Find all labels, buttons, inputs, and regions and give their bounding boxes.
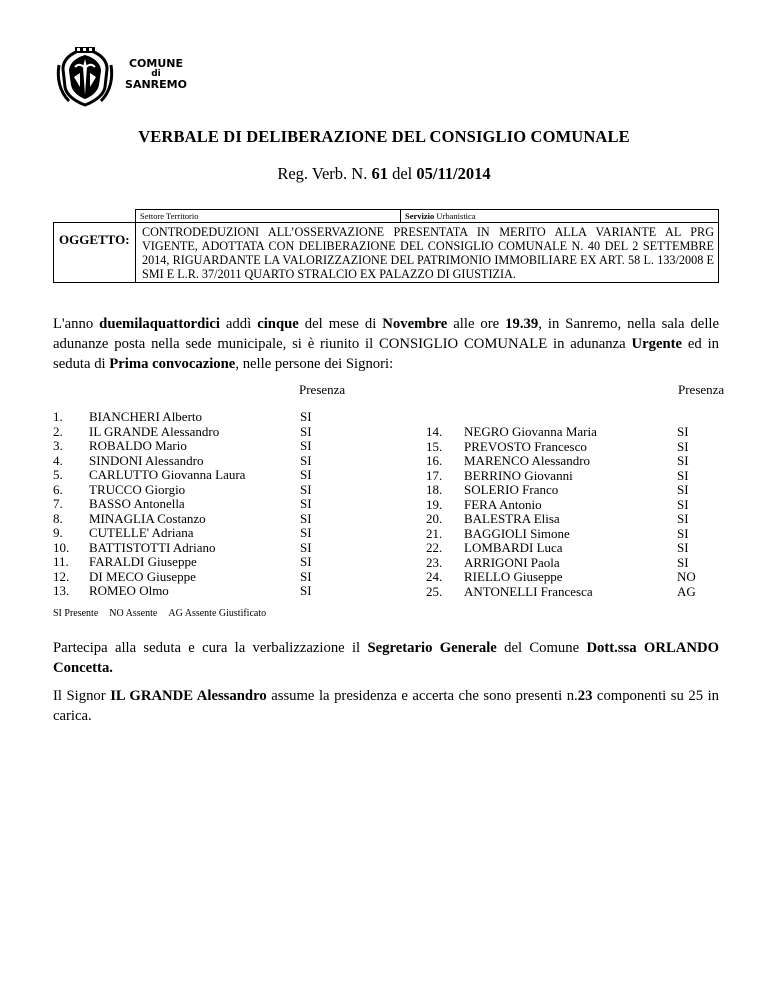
member-presence: SI [300, 438, 312, 453]
members-list-left [53, 410, 343, 599]
legend-present: SI Presente [53, 608, 99, 619]
member-number: 20. [426, 511, 443, 526]
presidency-text: componenti su 25 in carica. [53, 688, 719, 724]
member-name: PREVOSTO Francesco [464, 438, 587, 454]
secretary-name: Dott.ssa ORLANDO Concetta. [53, 640, 719, 676]
member-number: 5. [53, 467, 63, 482]
member-presence: SI [300, 496, 312, 511]
member-name: TRUCCO Giorgio [89, 481, 186, 497]
member-number: 14. [426, 424, 443, 439]
list-item [53, 512, 343, 527]
member-name: BATTISTOTTI Adriano [89, 539, 216, 555]
member-number: 16. [426, 453, 443, 468]
logo-line-3: SANREMO [125, 77, 187, 91]
list-item [426, 527, 726, 542]
list-item [53, 526, 343, 541]
member-name: CUTELLE' Adriana [89, 525, 194, 540]
member-number: 13. [53, 583, 70, 598]
list-item [426, 512, 726, 527]
member-presence: SI [677, 482, 689, 497]
list-item [53, 497, 343, 512]
member-presence: NO [677, 569, 696, 584]
member-number: 19. [426, 496, 443, 512]
list-item [426, 556, 726, 571]
member-name: ARRIGONI Paola [464, 554, 560, 570]
member-presence: SI [677, 467, 689, 483]
servizio-label: Servizio [405, 211, 435, 221]
legend-justified: AG Assente Giustificato [168, 608, 267, 619]
intro-year: duemilaquattordici [99, 316, 220, 332]
member-name: BAGGIOLI Simone [464, 525, 570, 541]
member-presence: SI [677, 438, 689, 454]
member-name: ANTONELLI Francesca [464, 583, 593, 599]
list-item [426, 498, 726, 513]
list-item [426, 585, 726, 600]
member-presence: SI [677, 511, 689, 526]
member-number: 25. [426, 583, 443, 599]
present-count: 23 [577, 688, 593, 704]
registration-line [0, 164, 768, 184]
member-name: IL GRANDE Alessandro [89, 423, 220, 439]
intro-text: , in Sanremo, nella sala delle adunanze posta nella sede municipale, si è riunito il CONSIGLIO COMUNALE in adunanza [53, 316, 720, 352]
intro-text: del mese di [298, 316, 383, 332]
oggetto-text: CONTRODEDUZIONI ALL’OSSERVAZIONE PRESENTATA IN MERITO ALLA VARIANTE AL PRG VIGENTE, ADOTTATA CON DELIBERAZIONE DEL CONSIGLIO COMUNALE N. 40 DEL 2 SETTEMBRE 2014, RIGUARDANTE LA VALORIZZAZIONE DEL PATRIMONIO IMMOBILIARE EX ART. 58 L. 133/2008 E SMI E L.R. 37/2011 QUARTO STRALCIO EX PALAZZO DI GIUSTIZIA. [135, 222, 719, 283]
member-name: SINDONI Alessandro [89, 452, 204, 468]
list-item [426, 425, 726, 440]
member-presence: SI [300, 423, 312, 439]
presence-header-left: Presenza [299, 382, 346, 397]
intro-paragraph [53, 314, 719, 374]
reg-number: 61 [371, 164, 388, 183]
list-item [53, 584, 343, 599]
list-item [426, 469, 726, 484]
member-presence: SI [677, 424, 689, 439]
presence-legend [53, 608, 277, 619]
secretary-text: del Comune [496, 640, 587, 656]
member-number: 3. [53, 438, 63, 453]
member-number: 9. [53, 525, 63, 540]
settore-cell: Settore Territorio [135, 209, 401, 223]
member-name: MARENCO Alessandro [464, 453, 591, 468]
list-item [53, 454, 343, 469]
member-name: CARLUTTO Giovanna Laura [89, 467, 246, 482]
member-name: FARALDI Giuseppe [89, 554, 197, 569]
member-presence: SI [300, 554, 312, 569]
member-number: 24. [426, 569, 443, 584]
intro-text: , nelle persone dei Signori: [235, 356, 394, 372]
servizio-cell [400, 209, 719, 223]
intro-day: cinque [257, 316, 299, 332]
subject-table [53, 209, 719, 283]
member-presence: SI [677, 554, 689, 570]
member-presence: SI [300, 452, 312, 468]
member-number: 6. [53, 481, 63, 497]
member-name: NEGRO Giovanna Maria [464, 424, 597, 439]
intro-text: addì [219, 316, 258, 332]
reg-prefix: Reg. Verb. N. [277, 164, 368, 183]
member-name: ROMEO Olmo [89, 583, 169, 598]
member-presence: SI [300, 539, 312, 555]
presidency-paragraph [53, 686, 719, 726]
list-item [53, 555, 343, 570]
member-presence: SI [300, 409, 312, 424]
list-item [426, 570, 726, 585]
member-presence: SI [677, 525, 689, 541]
member-name: RIELLO Giuseppe [464, 569, 563, 584]
logo-line-2: di [151, 68, 161, 79]
member-number: 17. [426, 467, 443, 483]
member-name: ROBALDO Mario [89, 438, 187, 453]
member-number: 12. [53, 568, 70, 584]
member-name: BERRINO Giovanni [464, 467, 573, 483]
logo-line-1: COMUNE [128, 57, 184, 70]
member-number: 22. [426, 540, 443, 555]
member-number: 1. [53, 409, 63, 424]
member-number: 8. [53, 510, 63, 526]
list-item [53, 439, 343, 454]
members-list-right [426, 425, 726, 599]
intro-text: alle ore [447, 316, 506, 332]
list-item [53, 468, 343, 483]
member-name: BALESTRA Elisa [464, 511, 560, 526]
logo-wordmark [121, 58, 191, 90]
member-name: BIANCHERI Alberto [89, 409, 203, 424]
secretary-paragraph [53, 638, 719, 678]
member-number: 10. [53, 539, 70, 555]
member-presence: SI [677, 540, 689, 555]
member-presence: SI [300, 568, 312, 584]
coat-of-arms-icon [55, 47, 115, 107]
member-number: 15. [426, 438, 443, 454]
secretary-role: Segretario Generale [367, 640, 497, 656]
comune-sanremo-logo [55, 47, 187, 107]
member-presence: SI [300, 467, 312, 482]
member-presence: SI [677, 453, 689, 468]
list-item [426, 454, 726, 469]
intro-text: L'anno [53, 316, 100, 332]
intro-month: Novembre [382, 316, 448, 332]
list-item [53, 541, 343, 556]
presidency-text: assume la presidenza e accerta che sono presenti n. [266, 688, 578, 704]
reg-date: 05/11/2014 [416, 164, 491, 183]
member-name: SOLERIO Franco [464, 482, 559, 497]
member-number: 11. [53, 554, 69, 569]
member-presence: SI [300, 481, 312, 497]
president-name: IL GRANDE Alessandro [110, 688, 267, 704]
intro-urgency: Urgente [631, 336, 683, 352]
member-presence: SI [300, 525, 312, 540]
member-name: LOMBARDI Luca [464, 540, 563, 555]
list-item [53, 410, 343, 425]
member-presence: SI [300, 510, 312, 526]
presence-header-right: Presenza [678, 382, 725, 397]
member-presence: AG [677, 583, 696, 599]
list-item [426, 483, 726, 498]
member-name: BASSO Antonella [89, 496, 185, 511]
servizio-value: Urbanistica [436, 211, 476, 221]
list-item [53, 570, 343, 585]
member-number: 7. [53, 496, 63, 511]
member-number: 23. [426, 554, 443, 570]
legend-absent: NO Assente [109, 608, 158, 619]
member-number: 2. [53, 423, 63, 439]
reg-mid: del [392, 164, 413, 183]
list-item [53, 483, 343, 498]
member-name: DI MECO Giuseppe [89, 568, 196, 584]
list-item [426, 541, 726, 556]
intro-text: ed in seduta di [53, 336, 719, 372]
oggetto-label: OGGETTO: [53, 222, 136, 283]
member-name: FERA Antonio [464, 496, 542, 512]
list-item [426, 440, 726, 455]
document-title: VERBALE DI DELIBERAZIONE DEL CONSIGLIO COMUNALE [138, 127, 630, 146]
intro-convocation: Prima convocazione [109, 356, 236, 372]
secretary-text: Partecipa alla seduta e cura la verbalizzazione il [53, 640, 368, 656]
presidency-text: Il Signor [53, 688, 111, 704]
member-presence: SI [300, 583, 312, 598]
intro-time: 19.39 [505, 316, 539, 332]
member-number: 21. [426, 525, 443, 541]
member-number: 18. [426, 482, 443, 497]
member-name: MINAGLIA Costanzo [89, 510, 206, 526]
member-presence: SI [677, 496, 689, 512]
member-number: 4. [53, 452, 63, 468]
list-item [53, 425, 343, 440]
